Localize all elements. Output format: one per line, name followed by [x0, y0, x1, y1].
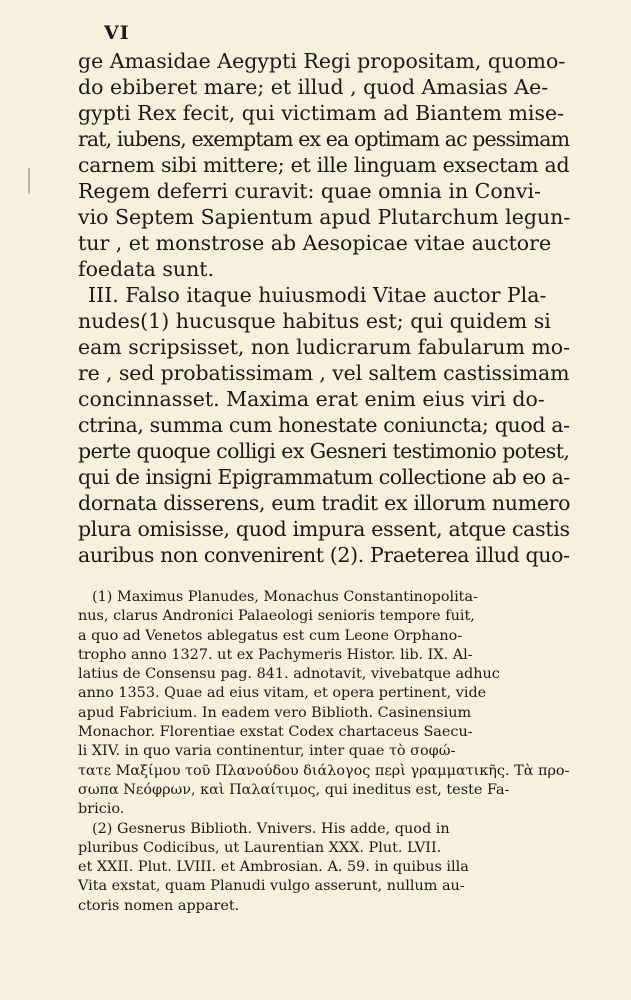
footnote-line: li XIV. in quo varia continentur, inter quae τὸ σοφώ-: [78, 743, 456, 760]
footnote-line: a quo ad Venetos ablegatus est cum Leone Orphano-: [78, 627, 463, 644]
text-line: ctrina, summa cum honestate coniuncta; quod a-: [78, 413, 570, 437]
footnote-line: τατε Μαξίμου τοῦ Πλανούδου διάλογος περὶ γραμματικῆς. Τὰ προ-: [78, 762, 570, 779]
footnote-line: Monachor. Florentiae exstat Codex chartaceus Saecu-: [78, 724, 473, 741]
footnotes: [78, 588, 570, 916]
text-line: carnem sibi mittere; et ille linguam exsectam ad: [78, 153, 570, 177]
text-line: re , sed probatissimam , vel saltem castissimam: [78, 361, 570, 385]
footnote-line: pluribus Codicibus, ut Laurentian XXX. Plut. LVII.: [78, 839, 442, 856]
footnote-line: (2) Gesnerus Biblioth. Vnivers. His adde, quod in: [92, 820, 450, 837]
text-line: eam scripsisset, non ludicrarum fabularum mo-: [78, 335, 571, 359]
text-line: tur , et monstrose ab Aesopicae vitae auctore: [78, 231, 552, 255]
text-line: concinnasset. Maxima erat enim eius viri do-: [78, 387, 545, 411]
text-line: dornata disserens, eum tradit ex illorum numero: [78, 491, 571, 515]
text-line: III. Falso itaque huiusmodi Vitae auctor Pla-: [88, 283, 547, 307]
footnote-line: Vita exstat, quam Planudi vulgo asserunt, nullum au-: [78, 878, 465, 895]
footnote-line: latius de Consensu pag. 841. adnotavit, vivebatque adhuc: [78, 666, 500, 683]
footnote-line: ctoris nomen apparet.: [78, 897, 240, 914]
text-line: Regem deferri curavit: quae omnia in Convi-: [78, 179, 541, 203]
text-line: nudes(1) hucusque habitus est; qui quidem si: [78, 309, 551, 333]
text-line: rat, iubens, exemptam ex ea optimam ac pessimam: [78, 127, 570, 151]
text-line: gypti Rex fecit, qui victimam ad Biantem mise-: [78, 101, 565, 125]
text-line: foedata sunt.: [78, 257, 215, 281]
footnote-line: anno 1353. Quae ad eius vitam, et opera pertinent, vide: [78, 685, 487, 702]
text-line: auribus non convenirent (2). Praeterea illud quo-: [78, 543, 570, 567]
footnote-line: (1) Maximus Planudes, Monachus Constantinopolita-: [92, 589, 478, 605]
text-line: plura omisisse, quod impura essent, atque castis: [78, 517, 570, 541]
text-line: vio Septem Sapientum apud Plutarchum legun-: [78, 205, 571, 229]
footnote-line: nus, clarus Andronici Palaeologi senioris tempore fuit,: [78, 608, 475, 625]
footnote-line: σωπα Νεόφρων, καὶ Παλαίτιμος, qui ineditus est, teste Fa-: [78, 781, 510, 798]
margin-mark: [28, 168, 30, 194]
footnote-line: bricio.: [78, 801, 125, 818]
footnote-line: tropho anno 1327. ut ex Pachymeris Histor. lib. IX. Al-: [78, 646, 473, 663]
page-number: VI: [104, 22, 130, 44]
footnote-line: apud Fabricium. In eadem vero Biblioth. Casinensium: [78, 704, 472, 721]
text-line: perte quoque colligi ex Gesneri testimonio potest,: [78, 439, 570, 463]
footnote-line: et XXII. Plut. LVIII. et Ambrosian. A. 59. in quibus illa: [78, 859, 469, 876]
text-line: do ebiberet mare; et illud , quod Amasias Ae-: [78, 75, 549, 99]
main-text: [78, 48, 570, 568]
text-line: ge Amasidae Aegypti Regi propositam, quomo-: [78, 49, 566, 73]
text-line: qui de insigni Epigrammatum collectione ab eo a-: [78, 465, 570, 489]
